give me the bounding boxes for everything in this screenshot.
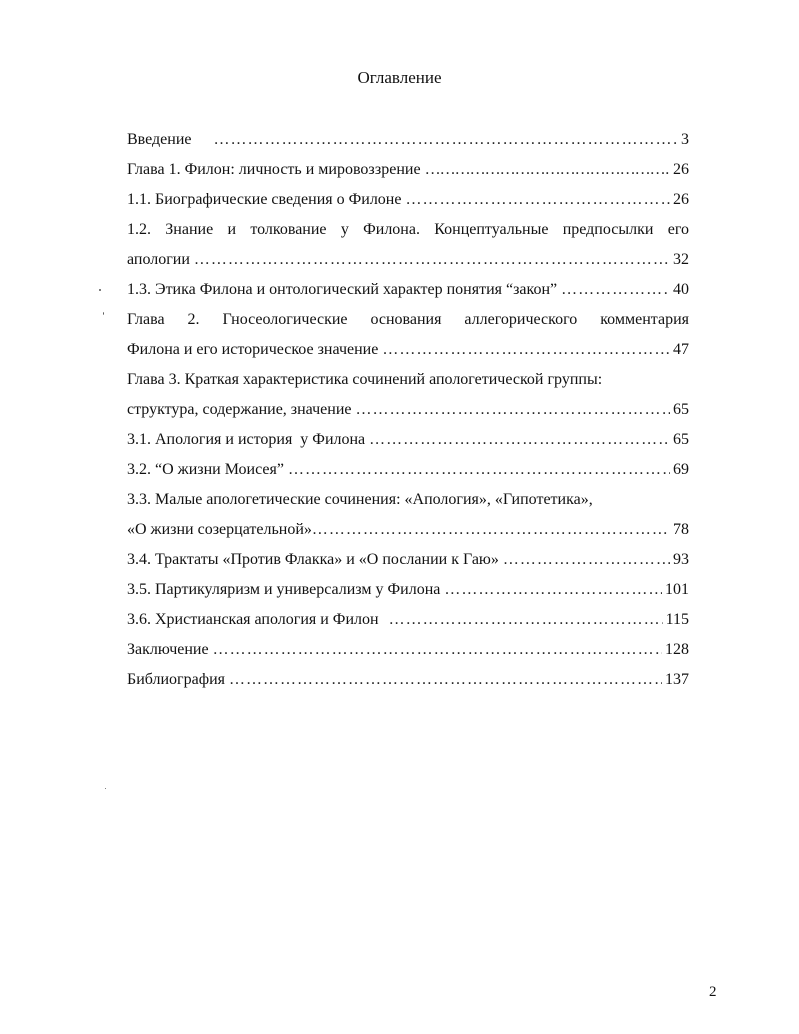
toc-entry-3-2 [127,457,689,487]
toc-entry-introduction [127,127,689,157]
toc-entry-3-5 [127,577,689,607]
toc-entry-text: апологии [127,251,190,268]
dot-leader [503,547,670,573]
table-of-contents [127,127,689,697]
toc-entry-page: 26 [673,161,689,178]
toc-entry-page: 69 [673,461,689,478]
scan-speck [99,289,101,291]
toc-entry-chapter-3-line-2 [127,397,689,427]
toc-entry-chapter-1 [127,157,689,187]
dot-leader [229,667,662,693]
toc-entry-conclusion [127,637,689,667]
toc-entry-page: 115 [665,611,689,628]
toc-entry-3-3-line-1 [127,487,689,517]
toc-entry-text: «О жизни созерцательной» [127,521,312,538]
toc-entry-chapter-2-line-2 [127,337,689,367]
dot-leader [561,277,670,303]
toc-entry-text: 3.1. Апология и история у Филона [127,431,366,448]
toc-entry-chapter-3-line-1 [127,367,689,397]
toc-entry-3-1 [127,427,689,457]
dot-leader [312,517,670,543]
toc-entry-text: Библиография [127,671,225,688]
toc-entry-page: 78 [673,521,689,538]
toc-entry-1-2-line-1 [127,217,689,247]
toc-entry-text: Филона и его историческое значение [127,341,379,358]
toc-entry-text: Введение [127,131,192,148]
dot-leader [382,337,670,363]
toc-entry-3-6 [127,607,689,637]
toc-entry-text: 3.6. Христианская апология и Филон [127,611,379,628]
toc-entry-text: Глава 2. Гносеологические основания аллегорического комментария [127,311,689,328]
dot-leader [405,187,670,213]
dot-leader [369,427,670,453]
toc-entry-page: 137 [665,671,689,688]
dot-leader [425,157,670,183]
toc-entry-text: 3.3. Малые апологетические сочинения: «Апология», «Гипотетика», [127,491,593,508]
page-number: 2 [709,984,717,1000]
dot-leader [213,637,662,663]
dot-leader [356,397,670,423]
toc-entry-text: структура, содержание, значение [127,401,352,418]
toc-entry-page: 101 [665,581,689,598]
dot-leader [288,457,670,483]
toc-entry-page: 47 [673,341,689,358]
toc-entry-page: 93 [673,551,689,568]
toc-entry-3-3-line-2 [127,517,689,547]
toc-entry-page: 32 [673,251,689,268]
dot-leader [389,607,663,633]
toc-entry-text: 3.2. “О жизни Моисея” [127,461,284,478]
page-title: Оглавление [357,68,442,87]
toc-entry-text: 3.4. Трактаты «Против Флакка» и «О послании к Гаю» [127,551,499,568]
toc-entry-1-1 [127,187,689,217]
toc-entry-page: 26 [673,191,689,208]
toc-entry-text: Глава 1. Филон: личность и мировоззрение [127,161,421,178]
toc-entry-text: 3.5. Партикуляризм и универсализм у Филона [127,581,441,598]
toc-entry-3-4 [127,547,689,577]
toc-entry-page: 128 [665,641,689,658]
toc-entry-text: 1.3. Этика Филона и онтологический характер понятия “закон” [127,281,558,298]
toc-entry-page: 65 [673,401,689,418]
toc-entry-1-3 [127,277,689,307]
dot-leader [444,577,662,603]
toc-entry-bibliography [127,667,689,697]
toc-entry-text: 1.2. Знание и толкование у Филона. Концептуальные предпосылки его [127,221,689,238]
toc-entry-chapter-2-line-1 [127,307,689,337]
dot-leader [194,247,670,273]
toc-entry-page: 65 [673,431,689,448]
scan-speck [105,788,106,789]
toc-entry-page: 3 [681,131,689,148]
toc-entry-text: 1.1. Биографические сведения о Филоне [127,191,402,208]
toc-entry-text: Заключение [127,641,209,658]
toc-entry-text: Глава 3. Краткая характеристика сочинений апологетической группы: [127,371,603,388]
dot-leader [214,127,679,153]
scan-speck [103,312,104,315]
toc-entry-1-2-line-2 [127,247,689,277]
toc-entry-page: 40 [673,281,689,298]
